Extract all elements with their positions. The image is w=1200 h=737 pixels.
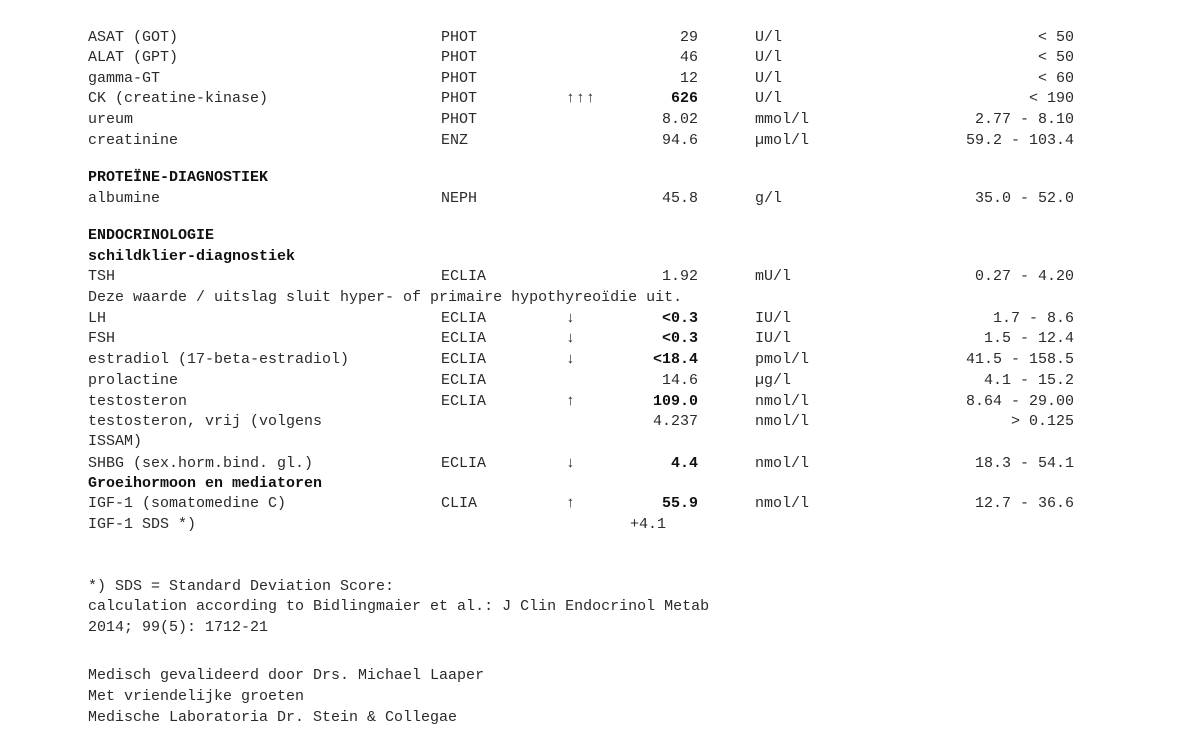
test-value: 4.4 bbox=[670, 455, 698, 472]
result-row bbox=[0, 371, 1200, 391]
test-method: ECLIA bbox=[441, 310, 487, 327]
result-row bbox=[0, 48, 1200, 68]
reference-range: 2.77 - 8.10 bbox=[974, 111, 1074, 128]
test-unit: µg/l bbox=[755, 372, 792, 389]
result-row bbox=[0, 267, 1200, 287]
test-method: PHOT bbox=[441, 111, 478, 128]
validated-by-line: Medisch gevalideerd door Drs. Michael Laaper bbox=[88, 667, 485, 684]
test-unit: U/l bbox=[755, 29, 783, 46]
reference-range: < 60 bbox=[1037, 70, 1074, 87]
test-method: ECLIA bbox=[441, 372, 487, 389]
test-value: 55.9 bbox=[661, 495, 698, 512]
reference-range: 8.64 - 29.00 bbox=[965, 393, 1074, 410]
flag-high-arrow: ↑ bbox=[566, 393, 577, 410]
test-name: IGF-1 (somatomedine C) bbox=[88, 495, 287, 512]
test-method: ECLIA bbox=[441, 330, 487, 347]
reference-range: 1.5 - 12.4 bbox=[983, 330, 1074, 347]
test-unit: nmol/l bbox=[755, 413, 810, 430]
test-unit: nmol/l bbox=[755, 455, 810, 472]
reference-range: 12.7 - 36.6 bbox=[974, 495, 1074, 512]
flag-low-arrow: ↓ bbox=[566, 351, 577, 368]
test-name: testosteron, vrij (volgens bbox=[88, 413, 323, 430]
result-row bbox=[0, 69, 1200, 89]
flag-low-arrow: ↓ bbox=[566, 330, 577, 347]
subsection-heading-thyroid: schildklier-diagnostiek bbox=[88, 248, 296, 265]
test-value: <0.3 bbox=[661, 310, 698, 327]
result-row bbox=[0, 329, 1200, 349]
test-unit: U/l bbox=[755, 49, 783, 66]
test-value: 46 bbox=[679, 49, 698, 66]
test-value: <18.4 bbox=[652, 351, 698, 368]
section-heading-endocrinology: ENDOCRINOLOGIE bbox=[88, 227, 215, 244]
footnote-line: *) SDS = Standard Deviation Score: bbox=[88, 578, 395, 595]
test-method: PHOT bbox=[441, 90, 478, 107]
test-method: ECLIA bbox=[441, 268, 487, 285]
reference-range: 59.2 - 103.4 bbox=[965, 132, 1074, 149]
test-value: 1.92 bbox=[661, 268, 698, 285]
test-method: PHOT bbox=[441, 49, 478, 66]
test-unit: nmol/l bbox=[755, 495, 810, 512]
test-method: PHOT bbox=[441, 29, 478, 46]
test-value: <0.3 bbox=[661, 330, 698, 347]
test-name: LH bbox=[88, 310, 107, 327]
footnote-line: 2014; 99(5): 1712-21 bbox=[88, 619, 269, 636]
result-row bbox=[0, 515, 1200, 535]
reference-range: 41.5 - 158.5 bbox=[965, 351, 1074, 368]
subsection-heading-growth: Groeihormoon en mediatoren bbox=[88, 475, 323, 492]
test-value: 14.6 bbox=[661, 372, 698, 389]
reference-range: 18.3 - 54.1 bbox=[974, 455, 1074, 472]
test-method: ECLIA bbox=[441, 455, 487, 472]
test-value: 94.6 bbox=[661, 132, 698, 149]
result-row bbox=[0, 28, 1200, 48]
test-name-continuation: ISSAM) bbox=[88, 433, 143, 450]
test-method: CLIA bbox=[441, 495, 478, 512]
result-row bbox=[0, 110, 1200, 130]
flag-high-arrow: ↑ bbox=[566, 495, 577, 512]
test-unit: pmol/l bbox=[755, 351, 810, 368]
test-value: 4.237 bbox=[652, 413, 698, 430]
result-row-continuation bbox=[0, 432, 1200, 452]
test-value: 8.02 bbox=[661, 111, 698, 128]
test-name: estradiol (17-beta-estradiol) bbox=[88, 351, 350, 368]
reference-range: < 190 bbox=[1028, 90, 1074, 107]
test-name: prolactine bbox=[88, 372, 179, 389]
test-unit: IU/l bbox=[755, 310, 792, 327]
result-row bbox=[0, 454, 1200, 474]
test-value: 626 bbox=[670, 90, 698, 107]
test-unit: IU/l bbox=[755, 330, 792, 347]
test-unit: mmol/l bbox=[755, 111, 810, 128]
result-row bbox=[0, 189, 1200, 209]
flag-high-arrows: ↑↑↑ bbox=[566, 90, 597, 107]
test-name: CK (creatine-kinase) bbox=[88, 90, 269, 107]
test-method: ECLIA bbox=[441, 351, 487, 368]
section-heading-protein: PROTEÏNE-DIAGNOSTIEK bbox=[88, 169, 269, 186]
test-name: creatinine bbox=[88, 132, 179, 149]
test-unit: U/l bbox=[755, 90, 783, 107]
result-row bbox=[0, 89, 1200, 109]
test-name: FSH bbox=[88, 330, 116, 347]
reference-range: < 50 bbox=[1037, 49, 1074, 66]
test-unit: U/l bbox=[755, 70, 783, 87]
test-method: PHOT bbox=[441, 70, 478, 87]
test-value: 45.8 bbox=[661, 190, 698, 207]
test-value: 109.0 bbox=[652, 393, 698, 410]
test-unit: µmol/l bbox=[755, 132, 810, 149]
test-name: ureum bbox=[88, 111, 134, 128]
test-method: NEPH bbox=[441, 190, 478, 207]
test-name: testosteron bbox=[88, 393, 188, 410]
test-name: TSH bbox=[88, 268, 116, 285]
result-row bbox=[0, 412, 1200, 432]
test-name: gamma-GT bbox=[88, 70, 161, 87]
test-value: 29 bbox=[679, 29, 698, 46]
flag-low-arrow: ↓ bbox=[566, 310, 577, 327]
tsh-comment: Deze waarde / uitslag sluit hyper- of primaire hypothyreoïdie uit. bbox=[88, 289, 683, 306]
test-name: ALAT (GPT) bbox=[88, 49, 179, 66]
test-name: SHBG (sex.horm.bind. gl.) bbox=[88, 455, 314, 472]
test-value: 12 bbox=[679, 70, 698, 87]
test-unit: g/l bbox=[755, 190, 783, 207]
greeting-line: Met vriendelijke groeten bbox=[88, 688, 305, 705]
reference-range: 1.7 - 8.6 bbox=[992, 310, 1074, 327]
result-row bbox=[0, 309, 1200, 329]
test-method: ENZ bbox=[441, 132, 469, 149]
result-row bbox=[0, 392, 1200, 412]
reference-range: 0.27 - 4.20 bbox=[974, 268, 1074, 285]
result-row bbox=[0, 494, 1200, 514]
test-unit: mU/l bbox=[755, 268, 792, 285]
reference-range: < 50 bbox=[1037, 29, 1074, 46]
laboratory-name: Medische Laboratoria Dr. Stein & Collegae bbox=[88, 709, 458, 726]
result-row bbox=[0, 350, 1200, 370]
test-name: IGF-1 SDS *) bbox=[88, 516, 197, 533]
test-name: albumine bbox=[88, 190, 161, 207]
flag-low-arrow: ↓ bbox=[566, 455, 577, 472]
result-row bbox=[0, 131, 1200, 151]
reference-range: > 0.125 bbox=[1010, 413, 1074, 430]
footnote-line: calculation according to Bidlingmaier et al.: J Clin Endocrinol Metab bbox=[88, 598, 710, 615]
test-value: +4.1 bbox=[630, 516, 667, 533]
test-name: ASAT (GOT) bbox=[88, 29, 179, 46]
test-method: ECLIA bbox=[441, 393, 487, 410]
test-unit: nmol/l bbox=[755, 393, 810, 410]
reference-range: 35.0 - 52.0 bbox=[974, 190, 1074, 207]
reference-range: 4.1 - 15.2 bbox=[983, 372, 1074, 389]
